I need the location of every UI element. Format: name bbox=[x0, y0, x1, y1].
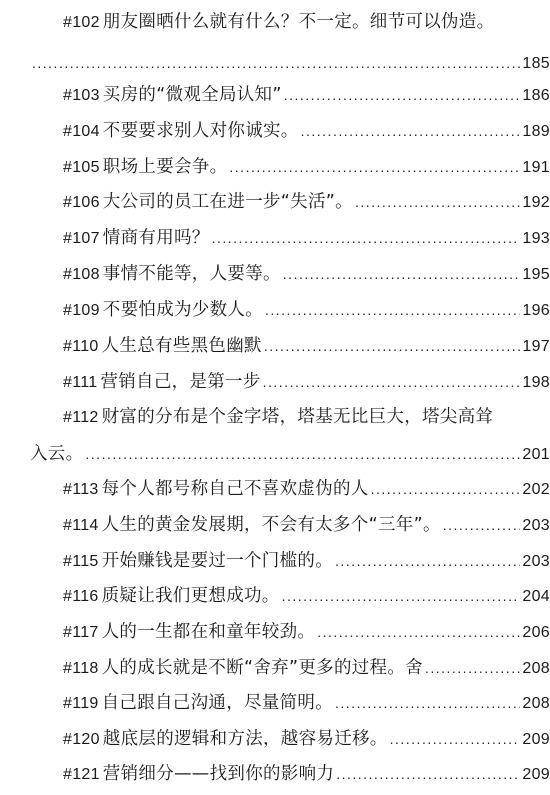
entry-page-number: 203 bbox=[522, 553, 550, 570]
entry-number: #114 bbox=[63, 517, 99, 534]
entry-page-number: 201 bbox=[522, 446, 550, 463]
dot-leader bbox=[229, 155, 520, 179]
toc-entry-104[interactable] bbox=[0, 119, 550, 144]
toc-entry-105[interactable] bbox=[0, 155, 550, 180]
entry-title: 营销自己，是第一步 bbox=[100, 372, 261, 392]
entry-number: #106 bbox=[63, 194, 100, 211]
entry-page-number: 191 bbox=[522, 159, 550, 176]
entry-number: #111 bbox=[63, 374, 98, 391]
entry-number: #103 bbox=[63, 87, 100, 104]
entry-number: #108 bbox=[63, 266, 100, 283]
dot-leader bbox=[355, 190, 520, 214]
entry-page-number: 185 bbox=[522, 55, 550, 72]
entry-title: 自己跟自己沟通，尽量简明。 bbox=[101, 693, 334, 713]
dot-leader bbox=[335, 691, 520, 715]
entry-page-number: 203 bbox=[522, 517, 550, 534]
entry-title: 财富的分布是个金字塔，塔基无比巨大，塔尖高耸 bbox=[101, 407, 494, 427]
entry-page-number: 208 bbox=[522, 695, 550, 712]
toc-entry-107[interactable] bbox=[0, 226, 550, 251]
toc-entry-121[interactable] bbox=[0, 762, 550, 787]
entry-page-number: 189 bbox=[522, 123, 550, 140]
entry-number: #105 bbox=[63, 159, 100, 176]
entry-page-number: 198 bbox=[522, 374, 550, 391]
dot-leader bbox=[336, 762, 520, 786]
entry-number: #115 bbox=[63, 553, 99, 570]
entry-page-number: 195 bbox=[522, 266, 550, 283]
entry-title: 人的成长就是不断“舍弃”更多的过程。舍 bbox=[101, 658, 423, 678]
dot-leader bbox=[264, 334, 520, 358]
entry-title: 情商有用吗？ bbox=[102, 228, 210, 248]
dot-leader bbox=[390, 727, 520, 751]
entry-title: 朋友圈晒什么就有什么？不一定。细节可以伪造。 bbox=[102, 12, 495, 32]
entry-title: 买房的“微观全局认知” bbox=[102, 85, 282, 105]
entry-number: #102 bbox=[63, 14, 100, 31]
entry-page-number: 204 bbox=[522, 588, 550, 605]
entry-page-number: 186 bbox=[522, 87, 550, 104]
entry-title-continued: 入云。 bbox=[30, 444, 84, 464]
dot-leader bbox=[263, 370, 520, 394]
dot-leader bbox=[212, 226, 520, 250]
toc-entry-102[interactable] bbox=[0, 10, 550, 76]
toc-entry-106[interactable] bbox=[0, 190, 550, 215]
entry-number: #109 bbox=[63, 302, 100, 319]
entry-number: #107 bbox=[63, 230, 100, 247]
entry-title: 人生总有些黑色幽默 bbox=[101, 336, 262, 356]
entry-title: 开始赚钱是要过一个门槛的。 bbox=[101, 551, 334, 571]
dot-leader bbox=[282, 584, 520, 608]
toc-entry-117[interactable] bbox=[0, 620, 550, 645]
dot-leader bbox=[301, 119, 520, 143]
toc-entry-109[interactable] bbox=[0, 298, 550, 323]
toc-entry-112[interactable] bbox=[0, 405, 550, 467]
dot-leader bbox=[32, 51, 520, 75]
dot-leader bbox=[371, 477, 520, 501]
entry-page-number: 209 bbox=[522, 731, 550, 748]
toc-entry-113[interactable] bbox=[0, 477, 550, 502]
entry-number: #121 bbox=[63, 766, 100, 783]
toc-entry-116[interactable] bbox=[0, 584, 550, 609]
entry-page-number: 196 bbox=[522, 302, 550, 319]
toc-entry-114[interactable] bbox=[0, 513, 550, 538]
entry-number: #112 bbox=[63, 409, 99, 426]
entry-number: #119 bbox=[63, 695, 99, 712]
entry-page-number: 209 bbox=[522, 766, 550, 783]
entry-title: 大公司的员工在进一步“失活”。 bbox=[102, 192, 353, 212]
toc-entry-103[interactable] bbox=[0, 83, 550, 108]
entry-number: #116 bbox=[63, 588, 99, 605]
entry-page-number: 206 bbox=[522, 624, 550, 641]
toc-entry-119[interactable] bbox=[0, 691, 550, 716]
dot-leader bbox=[425, 656, 520, 680]
entry-title: 不要怕成为少数人。 bbox=[102, 300, 263, 320]
entry-page-number: 192 bbox=[522, 194, 550, 211]
dot-leader bbox=[317, 620, 520, 644]
entry-number: #104 bbox=[63, 123, 100, 140]
entry-title: 质疑让我们更想成功。 bbox=[101, 586, 280, 606]
entry-page-number: 202 bbox=[522, 481, 550, 498]
dot-leader bbox=[265, 298, 520, 322]
entry-title: 营销细分——找到你的影响力 bbox=[102, 764, 335, 784]
entry-page-number: 208 bbox=[522, 660, 550, 677]
entry-number: #118 bbox=[63, 660, 99, 677]
toc-entry-110[interactable] bbox=[0, 334, 550, 359]
entry-title: 事情不能等，人要等。 bbox=[102, 264, 281, 284]
entry-page-number: 197 bbox=[522, 338, 550, 355]
toc-entry-115[interactable] bbox=[0, 549, 550, 574]
entry-title: 不要要求别人对你诚实。 bbox=[102, 121, 299, 141]
toc-entry-111[interactable] bbox=[0, 370, 550, 395]
entry-title: 每个人都号称自己不喜欢虚伪的人 bbox=[101, 479, 369, 499]
dot-leader bbox=[283, 262, 520, 286]
entry-number: #110 bbox=[63, 338, 99, 355]
toc-entry-120[interactable] bbox=[0, 727, 550, 752]
dot-leader bbox=[335, 549, 520, 573]
entry-number: #120 bbox=[63, 731, 100, 748]
entry-number: #117 bbox=[63, 624, 99, 641]
toc-entry-108[interactable] bbox=[0, 262, 550, 287]
entry-title: 越底层的逻辑和方法，越容易迁移。 bbox=[102, 729, 388, 749]
dot-leader bbox=[284, 83, 520, 107]
entry-title: 人的一生都在和童年较劲。 bbox=[101, 622, 316, 642]
entry-title: 职场上要会争。 bbox=[102, 157, 228, 177]
entry-title: 人生的黄金发展期，不会有太多个“三年”。 bbox=[101, 515, 441, 535]
entry-page-number: 193 bbox=[522, 230, 550, 247]
dot-leader bbox=[85, 442, 520, 466]
entry-number: #113 bbox=[63, 481, 99, 498]
dot-leader bbox=[443, 513, 520, 537]
toc-entry-118[interactable] bbox=[0, 656, 550, 681]
